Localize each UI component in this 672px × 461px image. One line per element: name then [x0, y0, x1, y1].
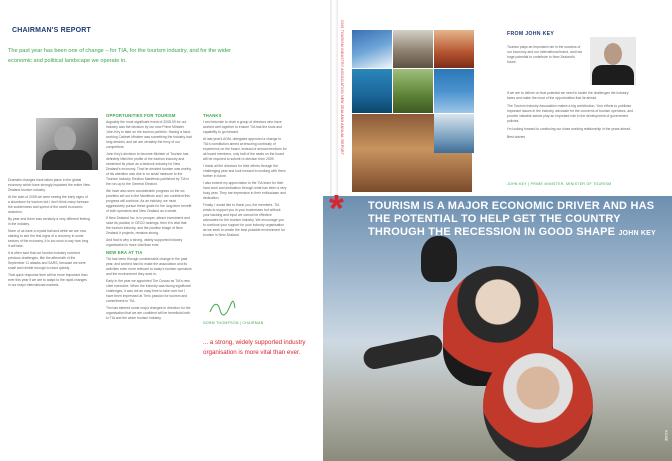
paragraph: The Tourism Industry Association makes a big contribution. Your efforts to publicise important issues in the industry, advocate for the concerns of tourism operators, and provide valuable advice play an important role in the development of government policies. [507, 104, 634, 123]
paragraph: By year-end there was certainly a very different feeling in the industry. [8, 217, 90, 226]
headline-quote-text: TOURISM IS A MAJOR ECONOMIC DRIVER AND HAS THE POTENTIAL TO HELP GET THE COUNTRY THROUGH THE RECESSION IN GOOD SHAPE [368, 200, 655, 238]
headline-quote-attribution: JOHN KEY [618, 230, 656, 237]
photo-tile-bus [393, 69, 433, 113]
photo-tile-kayaker [434, 69, 474, 113]
section-heading: NEW ERA AT TIA [106, 250, 143, 255]
photo-credit-text: NZONE [664, 430, 668, 442]
pull-quote: ... a strong, widely supported industry organisation is more vital than ever. [203, 339, 306, 356]
paragraph: Tourism plays an important role in the success of our economy and our international brand, and has huge potential to contribute to New Zealand's future. [507, 45, 583, 64]
john-key-text-body [507, 91, 637, 143]
paragraph: Arguably the most significant event of 2008-09 for our industry was the decision by our new Prime Minister John Key to take on the tourism portfolio. Having a hard-working Cabinet Minister was something the industry had long desired, and we are certainly the envy of our competitors. [106, 120, 192, 149]
portrait-suit [592, 65, 634, 85]
paragraph: I am fortunate to chair a group of directors who have worked well together to ensure TIA has the tools and capability to go forward. [203, 120, 282, 134]
paragraph: We have also seen considerable progress on the six priorities set out in the Manifesto and I am confident this progress will continue. As an industry, we must aggressively pursue these goals for the long-term benefit of both operators and New Zealand as a whole. [106, 189, 192, 213]
paragraph: If we are to deliver on that potential we need to tackle the challenges the industry faces and make the most of the opportunities that lie ahead. [507, 91, 629, 100]
column-2 [106, 113, 192, 323]
paragraph: Early in the year we appointed Tim Cossar as TIA's new chief executive. When the industry was facing significant challenges, it was not an easy time to take over but I have been impressed at Tim's passion for tourism and commitment to TIA. [106, 279, 191, 303]
photo-collage [352, 30, 474, 194]
raised-hand [421, 236, 457, 282]
paragraph: At last year's AGM, delegates approved a change to TIA's constitution aimed at ensuring continuity of experience on the board. Instead of annual elections for all board members, only half of the seats on the board will be required to submit re-election from 2009. [203, 137, 287, 161]
paragraph: I thank all the directors for their efforts through the challenging year and look forward to working with them further in future. [203, 164, 286, 178]
portrait-face [54, 126, 76, 152]
section-heading: THANKS [203, 113, 222, 118]
skydiver-arm [362, 333, 445, 371]
chairman-portrait [36, 118, 98, 170]
photo-tile-runner [434, 30, 474, 68]
paragraph: It is often said that our tourism industry survived previous challenges, like the aftermath of the September 11 attacks and SARS, because we were small and nimble enough to react quickly. [8, 251, 86, 270]
paragraph: If New Zealand Inc. is to prosper, attract investment and raise its position in OECD rankings, then it is vital that the tourism industry, and the positive image of New Zealand it projects, remains strong. [106, 216, 190, 235]
paragraph: Dramatic changes have taken place in the global economy which have strongly impacted the entire New Zealand tourism industry. [8, 178, 90, 192]
paragraph: That quick response time will be more important than ever this year if we are to adapt to the rapid changes in our major international markets. [8, 273, 88, 287]
paragraph: At the start of 2008 we were seeing the early signs of a slowdown for tourism but I don't think many foresaw the suddenness and speed of the world economic downturn. [8, 195, 89, 214]
column-3 [203, 113, 287, 240]
left-page [0, 0, 330, 461]
asterisk-icon: * [329, 188, 344, 230]
running-header-text: 2009 TOURISM INDUSTRY ASSOCIATION NEW ZEALAND ANNUAL REPORT [340, 20, 344, 156]
john-key-signature: JOHN KEY | PRIME MINISTER, MINISTER OF TOURISM [507, 182, 612, 186]
photo-tile-mountains [352, 30, 392, 68]
photo-tile-coach [434, 114, 474, 153]
skydiver-back [483, 346, 593, 461]
paragraph: I'm looking forward to continuing our close working relationship in the years ahead. [507, 127, 631, 131]
paragraph: None of us have a crystal ball and while we are now starting to see the first signs of a recovery in some sectors of the economy, it is too soon to say how long it will take. [8, 229, 89, 248]
section-heading: OPPORTUNITIES FOR TOURISM [106, 113, 176, 118]
portrait-suit [42, 150, 92, 170]
intro-text: The past year has been one of change – for TIA, for the tourism industry, and for the wider economic and political landscape we operate in. [8, 48, 232, 64]
photo-tile-diver [352, 69, 392, 113]
signature-mark [208, 298, 236, 318]
vertical-running-header [338, 20, 346, 180]
chairman-signature-name: NORM THOMPSON | CHAIRMAN [203, 321, 264, 325]
john-key-text-top [507, 45, 585, 68]
page-title: CHAIRMAN'S REPORT [12, 27, 91, 34]
paragraph: Tim has steered some major changes in direction for the organisation that we are confident will be beneficial both to TIA and the wider tourism industry. [106, 306, 191, 320]
paragraph: John Key's decision to become Minister of Tourism has definitely lifted the profile of the tourism industry and cemented its place as a bedrock industry for New Zealand's economy. That he decided tourism was worthy of his attention was due in no small measure to the Tourism Industry Election Manifesto published by TIA in the run-up to the General Election. [106, 152, 192, 186]
portrait-face [604, 43, 622, 65]
right-heading: FROM JOHN KEY [507, 31, 555, 37]
paragraph: I also extend my appreciation to the TIA team for their hard work and dedication through what has been a very busy year. They are impressive in their enthusiasm and dedication. [203, 181, 287, 200]
john-key-portrait [590, 37, 636, 85]
paragraph: And that is why a strong, widely supported industry organisation is more vital than ever. [106, 238, 183, 247]
paragraph: Finally, I would like to thank you, the members. TIA exists to support you in your businesses but without your backing and input we cannot be effective advocates for the tourism industry. We encourage you to continue your support for your industry organisation as we seek to create the best possible environment for tourism in New Zealand. [203, 203, 285, 237]
paragraph: TIA has been through considerable change in the past year, and worked hard to make the association and its activities even more relevant to today's tourism operators and the environment they work in. [106, 257, 192, 276]
paragraph: Best wishes [507, 135, 526, 139]
headline-quote [368, 200, 666, 240]
column-1 [8, 178, 90, 290]
photo-tile-crowd [393, 30, 433, 68]
